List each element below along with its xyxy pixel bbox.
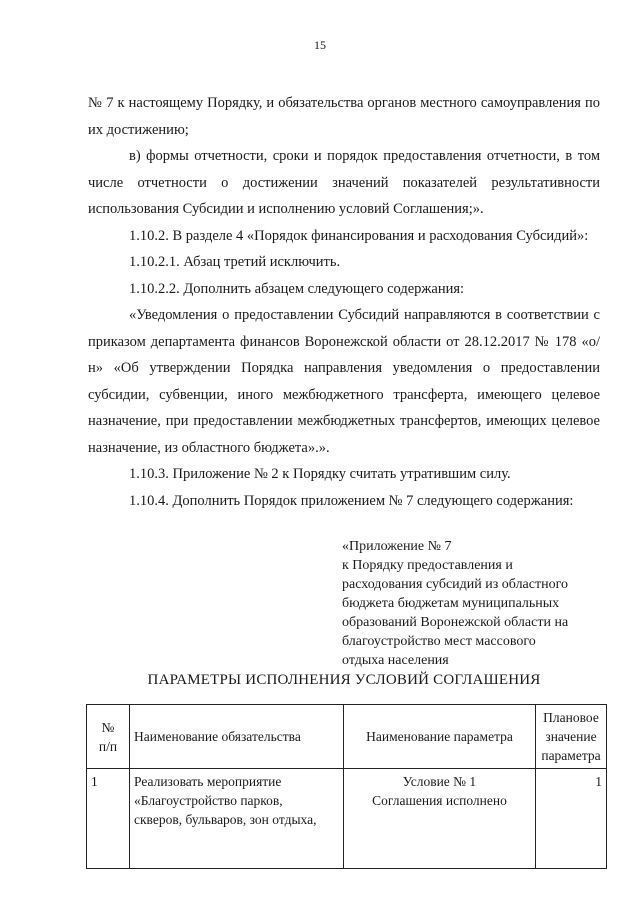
paragraph: 1.10.2.2. Дополнить абзацем следующего содержания:	[129, 280, 465, 297]
annex-line: «Приложение № 7	[342, 539, 452, 554]
table-header-row	[87, 705, 607, 769]
paragraph: 1.10.3. Приложение № 2 к Порядку считать утратившим силу.	[129, 466, 511, 482]
header-num	[87, 705, 130, 769]
header-obligation: Наименование обязательства	[130, 705, 344, 769]
header-plan-value	[536, 705, 607, 769]
obligation-line: «Благоустройство парков,	[134, 793, 283, 808]
cell-plan-value: 1	[536, 769, 607, 869]
paragraph: «Уведомления о предоставлении Субсидий направляются в соответствии с приказом департамента финансов Воронежской области от 28.12.2017 № 178 «о/н» «Об утверждении Порядка направления уведомления о предоставлении субсидии, субвенции, иного межбюджетного трансферта, имеющего целевое назначение, при предоставлении межбюджетных трансфертов, имеющих целевое назначение, из областного бюджета».».	[88, 307, 600, 456]
document-body	[88, 90, 600, 514]
parameter-line: Соглашения исполнено	[372, 793, 507, 808]
parameters-table	[86, 704, 607, 869]
header-num-line: п/п	[98, 738, 118, 754]
annex-line: к Порядку предоставления и	[342, 558, 513, 573]
table-title: ПАРАМЕТРЫ ИСПОЛНЕНИЯ УСЛОВИЙ СОГЛАШЕНИЯ	[147, 672, 541, 688]
header-num-line: №	[101, 719, 115, 735]
annex-line: отдыха населения	[342, 653, 449, 668]
annex-caption	[342, 537, 612, 670]
header-plan-line: Плановое	[543, 710, 599, 725]
parameter-line: Условие № 1	[402, 774, 477, 789]
table-row	[87, 769, 607, 869]
obligation-line: скверов, бульваров, зон отдыха,	[134, 812, 317, 827]
paragraph: 1.10.2. В разделе 4 «Порядок финансирования и расходования Субсидий»:	[129, 227, 589, 244]
paragraph: 1.10.2.1. Абзац третий исключить.	[129, 254, 341, 270]
annex-line: бюджета бюджетам муниципальных	[342, 596, 560, 611]
annex-line: расходования субсидий из областного	[342, 577, 568, 592]
cell-obligation	[130, 769, 344, 869]
obligation-line: Реализовать мероприятие	[134, 774, 282, 789]
paragraph: № 7 к настоящему Порядку, и обязательства органов местного самоуправления по их достижению;	[88, 95, 600, 138]
annex-line: образований Воронежской области на	[342, 615, 569, 630]
header-plan-line: параметра	[541, 748, 601, 763]
paragraph: в) формы отчетности, сроки и порядок предоставления отчетности, в том числе отчетности о достижении значений показателей результативности использования Субсидии и исполнению условий Соглашения;».	[88, 148, 600, 217]
page-number: 15	[314, 38, 326, 52]
cell-num: 1	[87, 769, 130, 869]
cell-parameter	[344, 769, 536, 869]
annex-line: благоустройство мест массового	[342, 634, 536, 649]
header-parameter: Наименование параметра	[344, 705, 536, 769]
paragraph: 1.10.4. Дополнить Порядок приложением № 7 следующего содержания:	[129, 492, 574, 509]
header-plan-line: значение	[545, 729, 597, 744]
